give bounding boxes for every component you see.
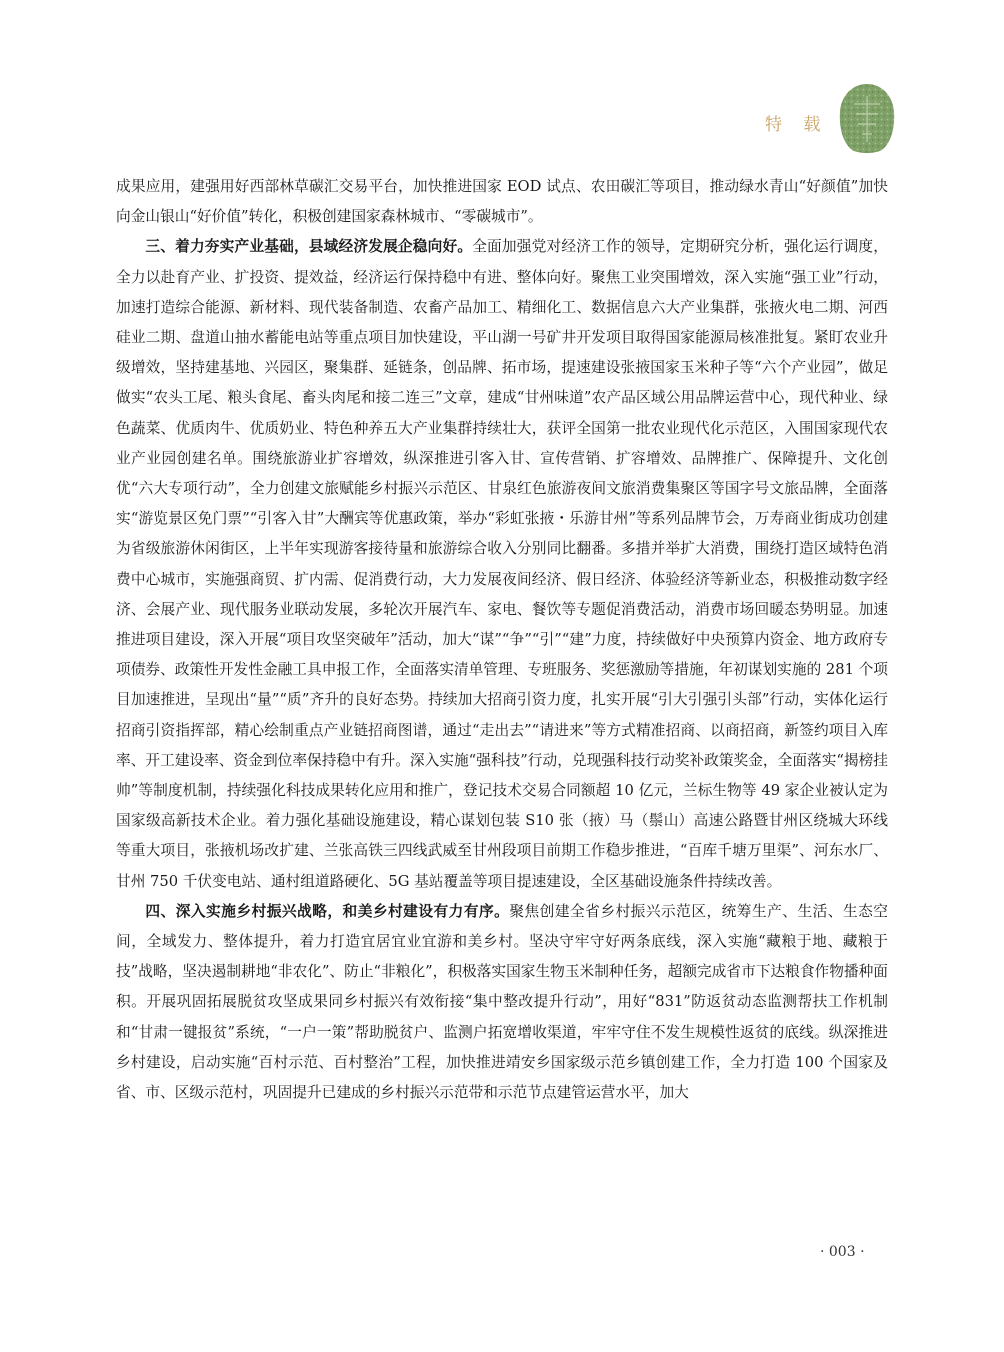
- paragraph-text: 成果应用，建强用好西部林草碳汇交易平台，加快推进国家 EOD 试点、农田碳汇等项目，推动绿水青山“好颜值”加快向金山银山“好价值”转化，积极创建国家森林城市、“零碳城市”。: [116, 178, 888, 226]
- section-header-label: 特 载: [765, 115, 829, 135]
- article-body: [116, 172, 888, 1108]
- paragraph-section-four: [116, 897, 888, 1108]
- section-heading: 四、深入实施乡村振兴战略，和美乡村建设有力有序。: [145, 902, 510, 920]
- page-number: · 003 ·: [820, 1244, 865, 1260]
- paragraph-text: 聚焦创建全省乡村振兴示范区，统筹生产、生活、生态空间，全域发力、整体提升，着力打造宜居宜业宜游和美乡村。坚决守牢守好两条底线，深入实施“藏粮于地、藏粮于技”战略，坚决遏制耕地“非农化”、防止“非粮化”，积极落实国家生物玉米制种任务，超额完成省市下达粮食作物播种面积。开展巩固拓展脱贫攻坚成果同乡村振兴有效衔接“集中整改提升行动”，用好“831”防返贫动态监测帮扶工作机制和“甘肃一键报贫”系统，“一户一策”帮助脱贫户、监测户拓宽增收渠道，牢牢守住不发生规模性返贫的底线。纵深推进乡村建设，启动实施“百村示范、百村整治”工程，加快推进靖安乡国家级示范乡镇创建工作，全力打造 100 个国家及省、市、区级示范村，巩固提升已建成的乡村振兴示范带和示范节点建管运营水平，加大: [116, 902, 888, 1102]
- section-heading: 三、着力夯实产业基础，县域经济发展企稳向好。: [145, 238, 473, 256]
- green-seal-stamp-icon: [838, 82, 896, 154]
- paragraph-continuation: [116, 172, 888, 232]
- paragraph-section-three: [116, 232, 888, 896]
- paragraph-text: 全面加强党对经济工作的领导，定期研究分析，强化运行调度，全力以赴育产业、扩投资、提效益，经济运行保持稳中有进、整体向好。聚焦工业突围增效，深入实施“强工业”行动，加速打造综合能源、新材料、现代装备制造、农畜产品加工、精细化工、数据信息六大产业集群，张掖火电二期、河西硅业二期、盘道山抽水蓄能电站等重点项目加快建设，平山湖一号矿井开发项目取得国家能源局核准批复。紧盯农业升级增效，坚持建基地、兴园区，聚集群、延链条，创品牌、拓市场，提速建设张掖国家玉米种子等“六个产业园”，做足做实“农头工尾、粮头食尾、畜头肉尾和接二连三”文章，建成“甘州味道”农产品区域公用品牌运营中心，现代种业、绿色蔬菜、优质肉牛、优质奶业、特色种养五大产业集群持续壮大，获评全国第一批农业现代化示范区，入围国家现代农业产业园创建名单。围绕旅游业扩容增效，纵深推进引客入甘、宣传营销、扩容增效、品牌推广、保障提升、文化创优“六大专项行动”，全力创建文旅赋能乡村振兴示范区、甘泉红色旅游夜间文旅消费集聚区等国字号文旅品牌，全面落实“游览景区免门票”“引客入甘”大酬宾等优惠政策，举办“彩虹张掖・乐游甘州”等系列品牌节会，万寿商业街成功创建为省级旅游休闲街区，上半年实现游客接待量和旅游综合收入分别同比翻番。多措并举扩大消费，围绕打造区域特色消费中心城市，实施强商贸、扩内需、促消费行动，大力发展夜间经济、假日经济、体验经济等新业态，积极推动数字经济、会展产业、现代服务业联动发展，多轮次开展汽车、家电、餐饮等专题促消费活动，消费市场回暖态势明显。加速推进项目建设，深入开展“项目攻坚突破年”活动，加大“谋”“争”“引”“建”力度，持续做好中央预算内资金、地方政府专项债券、政策性开发性金融工具申报工作，全面落实清单管理、专班服务、奖惩激励等措施，年初谋划实施的 281 个项目加速推进，呈现出“量”“质”齐升的良好态势。持续加大招商引资力度，扎实开展“引大引强引头部”行动，实体化运行招商引资指挥部，精心绘制重点产业链招商图谱，通过“走出去”“请进来”等方式精准招商、以商招商，新签约项目入库率、开工建设率、资金到位率保持稳中有升。深入实施“强科技”行动，兑现强科技行动奖补政策奖金，全面落实“揭榜挂帅”等制度机制，持续强化科技成果转化应用和推广，登记技术交易合同额超 10 亿元，兰标生物等 49 家企业被认定为国家级高新技术企业。着力强化基础设施建设，精心谋划包装 S10 张（掖）马（鬃山）高速公路暨甘州区绕城大环线等重大项目，张掖机场改扩建、兰张高铁三四线武威至甘州段项目前期工作稳步推进，“百库千塘万里渠”、河东水厂、甘州 750 千伏变电站、通村组道路硬化、5G 基站覆盖等项目提速建设，全区基础设施条件持续改善。: [116, 238, 888, 890]
